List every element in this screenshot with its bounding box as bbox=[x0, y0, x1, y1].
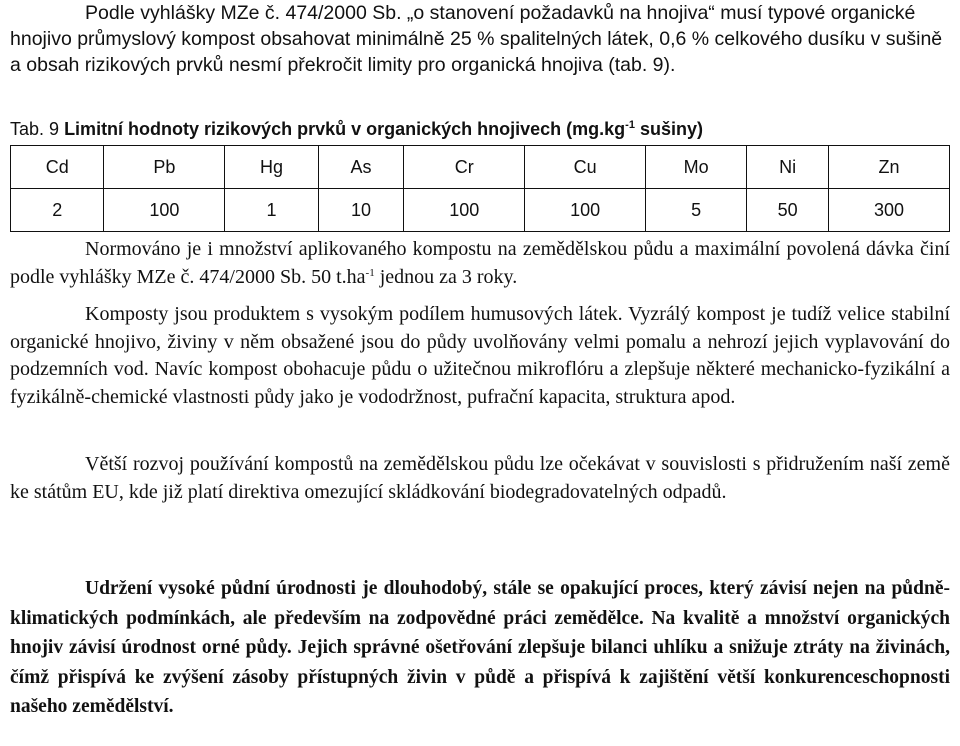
table-caption-sup: -1 bbox=[625, 119, 635, 131]
paragraph-soil-fertility bbox=[10, 574, 950, 722]
table-value-cell: 2 bbox=[11, 189, 104, 232]
paragraph-compost-dose bbox=[10, 236, 950, 291]
paragraph-compost-properties bbox=[10, 301, 950, 411]
limits-table bbox=[10, 145, 950, 232]
table-value-cell: 300 bbox=[829, 189, 950, 232]
intro-text: Podle vyhlášky MZe č. 474/2000 Sb. „o stanovení požadavků na hnojiva“ musí typové organické hnojivo průmyslový kompost obsahovat minimálně 25 % spalitelných látek, 0,6 % celkového dusíku v sušině a obsah rizikových prvků nesmí překročit limity pro organická hnojiva (tab. 9). bbox=[10, 2, 943, 76]
paragraph-text-tail: jednou za 3 roky. bbox=[374, 265, 518, 288]
table-value-cell: 1 bbox=[225, 189, 318, 232]
table-header-cell: Cr bbox=[404, 146, 525, 189]
table-value-cell: 10 bbox=[318, 189, 404, 232]
paragraph-text: Větší rozvoj používání kompostů na zemědělskou půdu lze očekávat v souvislosti s přidružením naší země ke státům EU, kde již platí direktiva omezující skládkování biodegradovatelných odpadů. bbox=[10, 453, 950, 503]
table-caption-suffix: sušiny) bbox=[634, 119, 703, 139]
paragraph-eu-outlook bbox=[10, 451, 950, 506]
table-value-cell: 100 bbox=[525, 189, 646, 232]
table-caption-prefix: Tab. 9 bbox=[10, 119, 60, 139]
table-header-cell: Cu bbox=[525, 146, 646, 189]
paragraph-text: Udržení vysoké půdní úrodnosti je dlouhodobý, stále se opakující proces, který závisí nejen na půdně-klimatických podmínkách, ale především na zodpovědné práci zemědělce. Na kvalitě a množství organických hnojiv závisí úrodnost orné půdy. Jejich správné ošetřování zlepšuje bilanci uhlíku a snižuje ztráty na živinách, čímž přispívá ke zvýšení zásoby přístupných živin v půdě a přispívá k zajištění větší konkurenceschopnosti našeho zemědělství. bbox=[10, 578, 950, 717]
table-value-cell: 100 bbox=[404, 189, 525, 232]
table-header-cell: Zn bbox=[829, 146, 950, 189]
intro-paragraph bbox=[10, 0, 950, 78]
table-value-row bbox=[11, 189, 950, 232]
table-value-cell: 50 bbox=[747, 189, 829, 232]
table-value-cell: 100 bbox=[104, 189, 225, 232]
table-header-cell: Hg bbox=[225, 146, 318, 189]
table-caption bbox=[10, 116, 950, 142]
table-header-row bbox=[11, 146, 950, 189]
paragraph-text: Normováno je i množství aplikovaného kompostu na zemědělskou půdu a maximální povolená dávka činí podle vyhlášky MZe č. 474/2000 Sb. 50 t.ha bbox=[10, 238, 950, 288]
table-header-cell: Pb bbox=[104, 146, 225, 189]
paragraph-text: Komposty jsou produktem s vysokým podílem humusových látek. Vyzrálý kompost je tudíž velice stabilní organické hnojivo, živiny v něm obsažené jsou do půdy uvolňovány velmi pomalu a nehrozí jejich vyplavování do podzemních vod. Navíc kompost obohacuje půdu o užitečnou mikroflóru a zlepšuje některé mechanicko-fyzikální a fyzikálně-chemické vlastnosti půdy jako je vododržnost, pufrační kapacita, struktura apod. bbox=[10, 303, 950, 408]
table-value-cell: 5 bbox=[646, 189, 747, 232]
table-header-cell: Mo bbox=[646, 146, 747, 189]
table-caption-title: Limitní hodnoty rizikových prvků v organických hnojivech (mg.kg bbox=[64, 119, 626, 139]
table-header-cell: Cd bbox=[11, 146, 104, 189]
table-header-cell: Ni bbox=[747, 146, 829, 189]
table-header-cell: As bbox=[318, 146, 404, 189]
paragraph-sup: -1 bbox=[365, 266, 375, 279]
